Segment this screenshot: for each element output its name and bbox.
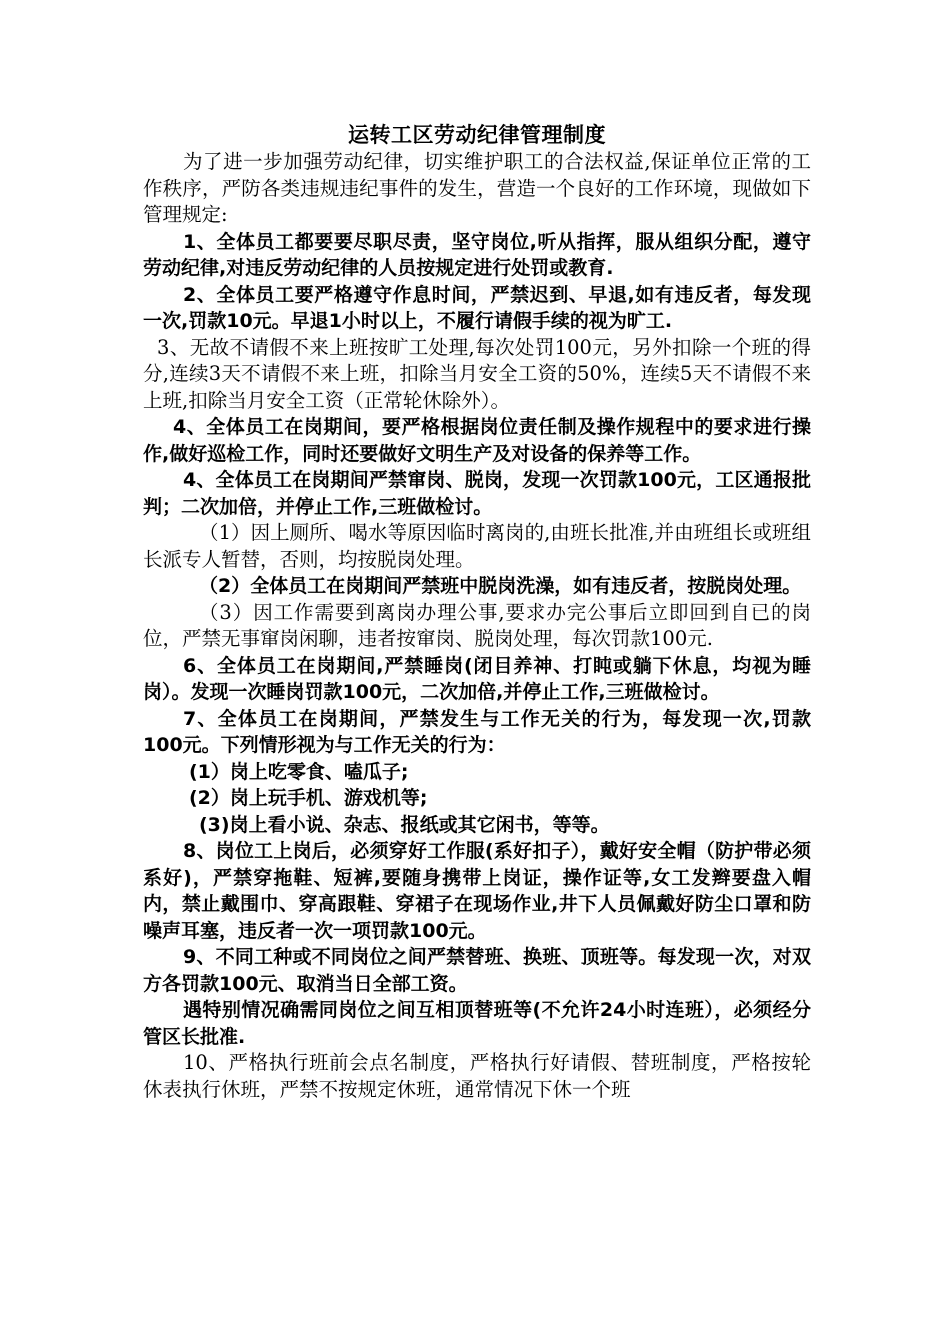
document-title: 运转工区劳动纪律管理制度 (348, 122, 606, 147)
list-item: (1）岗上吃零食、嗑瓜子; (189, 760, 409, 783)
rule-paragraph: 4、全体员工在岗期间，要严格根据岗位责任制及操作规程中的要求进行操作,做好巡检工作，同时还要做好文明生产及对设备的保养等工作。 (143, 416, 811, 465)
rule-paragraph: 1、全体员工都要要尽职尽责，坚守岗位,听从指挥，服从组织分配，遵守劳动纪律,对违反劳动纪律的人员按规定进行处罚或教育. (143, 230, 811, 279)
rule-paragraph: 7、全体员工在岗期间，严禁发生与工作无关的行为，每发现一次,罚款100元。下列情形视为与工作无关的行为： (143, 707, 811, 756)
rule-paragraph: 9、不同工种或不同岗位之间严禁替班、换班、顶班等。每发现一次，对双方各罚款100元、取消当日全部工资。 (143, 946, 811, 995)
sub-rule-paragraph: （1）因上厕所、喝水等原因临时离岗的,由班长批准,并由班组长或班组长派专人暂替，否则，均按脱岗处理。 (143, 521, 811, 571)
intro-paragraph: 为了进一步加强劳动纪律，切实维护职工的合法权益,保证单位正常的工作秩序，严防各类违规违纪事件的发生，营造一个良好的工作环境，现做如下管理规定: (143, 150, 811, 226)
rule-paragraph: 10、严格执行班前会点名制度，严格执行好请假、替班制度，严格按轮休表执行休班，严禁不按规定休班，通常情况下休一个班 (143, 1051, 811, 1101)
document-page (143, 121, 811, 1103)
list-item: (3)岗上看小说、杂志、报纸或其它闲书，等等。 (199, 813, 610, 836)
note-paragraph: 遇特别情况确需同岗位之间互相顶替班等(不允许24小时连班），必须经分管区长批准. (143, 999, 811, 1048)
sub-rule-paragraph: （3）因工作需要到离岗办理公事,要求办完公事后立即回到自已的岗位，严禁无事窜岗闲聊，违者按窜岗、脱岗处理，每次罚款100元. (143, 600, 811, 650)
rule-paragraph: 2、全体员工要严格遵守作息时间，严禁迟到、早退,如有违反者，每发现一次,罚款10元。早退1小时以上，不履行请假手续的视为旷工. (143, 283, 811, 332)
rule-paragraph: 8、岗位工上岗后，必须穿好工作服(系好扣子），戴好安全帽（防护带必须系好)，严禁穿拖鞋、短裤,要随身携带上岗证，操作证等,女工发辫要盘入帽内，禁止戴围巾、穿高跟鞋、穿裙子在现场作业,井下人员佩戴好防尘口罩和防噪声耳塞，违反者一次一项罚款100元。 (143, 840, 811, 942)
rule-paragraph: 3、无故不请假不来上班按旷工处理,每次处罚100元，另外扣除一个班的得分,连续3天不请假不来上班，扣除当月安全工资的50%，连续5天不请假不来上班,扣除当月安全工资（正常轮休除外）。 (143, 335, 811, 412)
sub-rule-paragraph: （2）全体员工在岗期间严禁班中脱岗洗澡，如有违反者，按脱岗处理。 (199, 575, 802, 597)
rule-paragraph: 4、全体员工在岗期间严禁窜岗、脱岗，发现一次罚款100元，工区通报批判；二次加倍，并停止工作,三班做检讨。 (143, 469, 811, 518)
list-item: (2）岗上玩手机、游戏机等; (189, 787, 428, 809)
rule-paragraph: 6、全体员工在岗期间,严禁睡岗(闭目养神、打盹或躺下休息，均视为睡岗）。发现一次睡岗罚款100元，二次加倍,并停止工作,三班做检讨。 (143, 654, 811, 703)
